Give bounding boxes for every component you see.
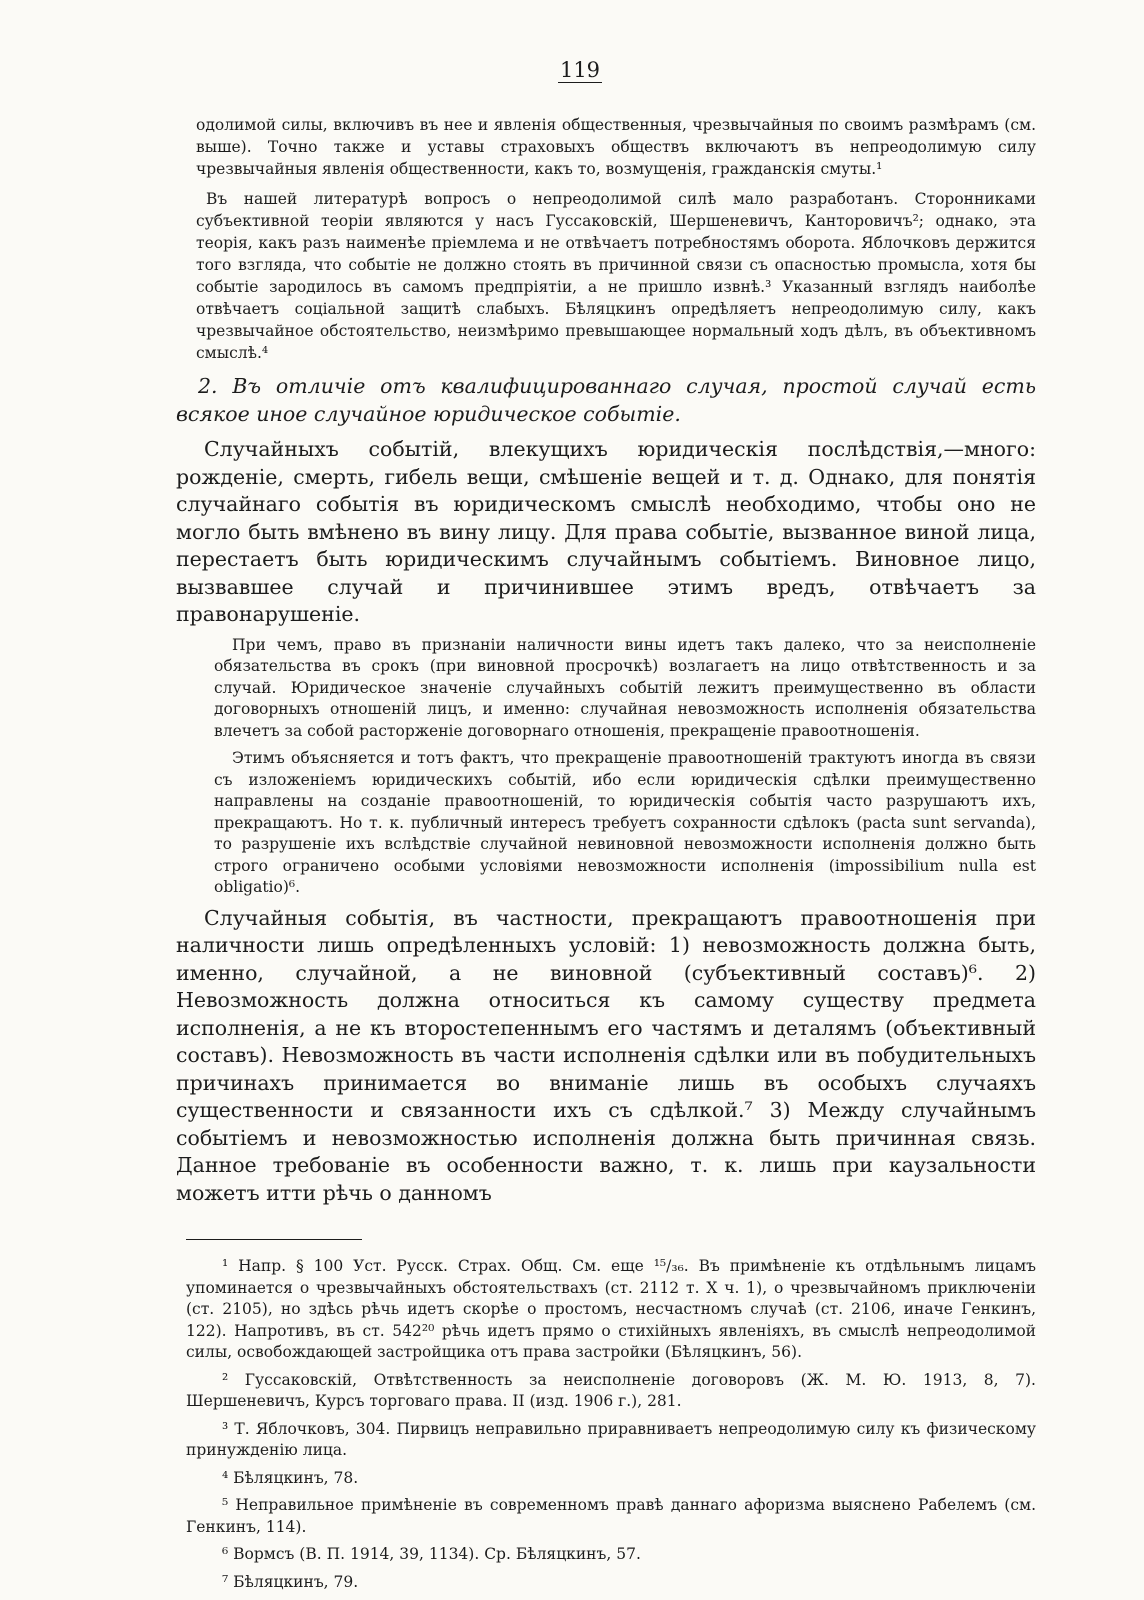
note-paragraph-2: Этимъ объясняется и тотъ фактъ, что прекращеніе правоотношеній трактуютъ иногда въ связи съ изложеніемъ юридическихъ событій, ибо если юридическія сдѣлки преимущественно направлены на созданіе правоотношеній, то юридическія событія часто разрушаютъ ихъ, прекращаютъ. Но т. к. публичный интересъ требуетъ сохранности сдѣлокъ (pacta sunt servanda), то разрушеніе ихъ вслѣдствіе случайной невиновной невозможности исполненія должно быть строго ограничено особыми условіями невозможности исполненія (impossibilium nulla est obligatio)⁶. <box>214 749 1036 896</box>
continuation-paragraph: одолимой силы, включивъ въ нее и явленія общественныя, чрезвычайныя по своимъ размѣрамъ (см. выше). Точно также и уставы страховыхъ обществъ включаютъ въ непреодолимую силу чрезвычайныя явленія общественности, какъ то, возмущенія, гражданскія смуты.¹ <box>196 116 1036 178</box>
footnote: ² Гуссаковскій, Отвѣтственность за неисполненіе договоровъ (Ж. М. Ю. 1913, 8, 7). Шершеневичъ, Курсъ торговаго права. II (изд. 1906 г.), 281. <box>186 1370 1036 1410</box>
footnote: ¹ Напр. § 100 Уст. Русск. Страх. Общ. См. еще ¹⁵/₃₆. Въ примѣненіе къ отдѣльнымъ лицамъ упоминается о чрезвычайныхъ обстоятельствахъ (ст. 2112 т. X ч. 1), о чрезвычайномъ приключеніи (ст. 2105), но здѣсь рѣчь идетъ скорѣе о простомъ, несчастномъ случаѣ (ст. 2106, иначе Генкинъ, 122). Напротивъ, въ ст. 542²⁰ рѣчь идетъ прямо о стихійныхъ явленіяхъ, въ смыслѣ непреодолимой силы, освобождающей застройщика отъ права застройки (Бѣляцкинъ, 56). <box>186 1257 1036 1361</box>
page-number: 119 <box>559 58 601 82</box>
footnote: ⁶ Вормсъ (В. П. 1914, 39, 1134). Ср. Бѣляцкинъ, 57. <box>222 1545 641 1563</box>
literature-paragraph: Въ нашей литературѣ вопросъ о непреодолимой силѣ мало разработанъ. Сторонниками субъективной теоріи являются у насъ Гуссаковскій, Шершеневичъ, Канторовичъ²; однако, эта теорія, какъ разъ наименѣе пріемлема и не отвѣчаетъ потребностямъ оборота. Яблочковъ держится того взгляда, что событіе не должно стоять въ причинной связи съ опасностью промысла, хотя бы событіе зародилось въ самомъ предпріятіи, а не пришло извнѣ.³ Указанный взглядъ наиболѣе отвѣчаетъ соціальной защитѣ слабыхъ. Бѣляцкинъ опредѣляетъ непреодолимую силу, какъ чрезвычайное обстоятельство, неизмѣримо превышающее нормальный ходъ дѣлъ, въ объективномъ смыслѣ.⁴ <box>196 190 1036 362</box>
footnote: ³ Т. Яблочковъ, 304. Пирвицъ неправильно приравниваетъ непреодолимую силу къ физическому принужденію лица. <box>186 1419 1036 1459</box>
footnote-rule <box>186 1239 362 1240</box>
note-paragraph-1: При чемъ, право въ признаніи наличности вины идетъ такъ далеко, что за неисполненіе обязательства въ срокъ (при виновной просрочкѣ) возлагаетъ на лицо отвѣтственность и за случай. Юридическое значеніе случайныхъ событій лежитъ преимущественно въ области договорныхъ отношеній лицъ, и именно: случайная невозможность исполненія обязательства влечетъ за собой расторженіе договорнаго отношенія, прекращеніе правоотношенія. <box>214 635 1036 740</box>
footnote: ⁵ Неправильное примѣненіе въ современномъ правѣ даннаго афоризма выяснено Рабелемъ (см. Генкинъ, 114). <box>186 1496 1036 1536</box>
section-2-italic: 2. Въ отличіе отъ квалифицированнаго случая, простой случай есть всякое иное случайное юридическое событіе. <box>176 374 1036 426</box>
main-paragraph-2: Случайныя событія, въ частности, прекращаютъ правоотношенія при наличности лишь опредѣленныхъ условій: 1) невозможность должна быть, именно, случайной, а не виновной (субъективный составъ)⁶. 2) Невозможность должна относиться къ самому существу предмета исполненія, а не къ второстепеннымъ его частямъ и деталямъ (объективный составъ). Невозможность въ части исполненія сдѣлки или въ побудительныхъ причинахъ принимается во вниманіе лишь въ особыхъ случаяхъ существенности и связанности ихъ съ сдѣлкой.⁷ 3) Между случайнымъ событіемъ и невозможностью исполненія должна быть причинная связь. Данное требованіе въ особенности важно, т. к. лишь при каузальности можетъ итти рѣчь о данномъ <box>176 905 1036 1205</box>
main-paragraph-1: Случайныхъ событій, влекущихъ юридическія послѣдствія,—много: рожденіе, смерть, гибель вещи, смѣшеніе вещей и т. д. Однако, для понятія случайнаго событія въ юридическомъ смыслѣ необходимо, чтобы оно не могло быть вмѣнено въ вину лицу. Для права событіе, вызванное виной лица, перестаетъ быть юридическимъ случайнымъ событіемъ. Виновное лицо, вызвавшее случай и причинившее этимъ вредъ, отвѣчаетъ за правонарушеніе. <box>176 437 1036 626</box>
footnote: ⁴ Бѣляцкинъ, 78. <box>222 1468 359 1487</box>
footnote: ⁷ Бѣляцкинъ, 79. <box>222 1572 359 1591</box>
